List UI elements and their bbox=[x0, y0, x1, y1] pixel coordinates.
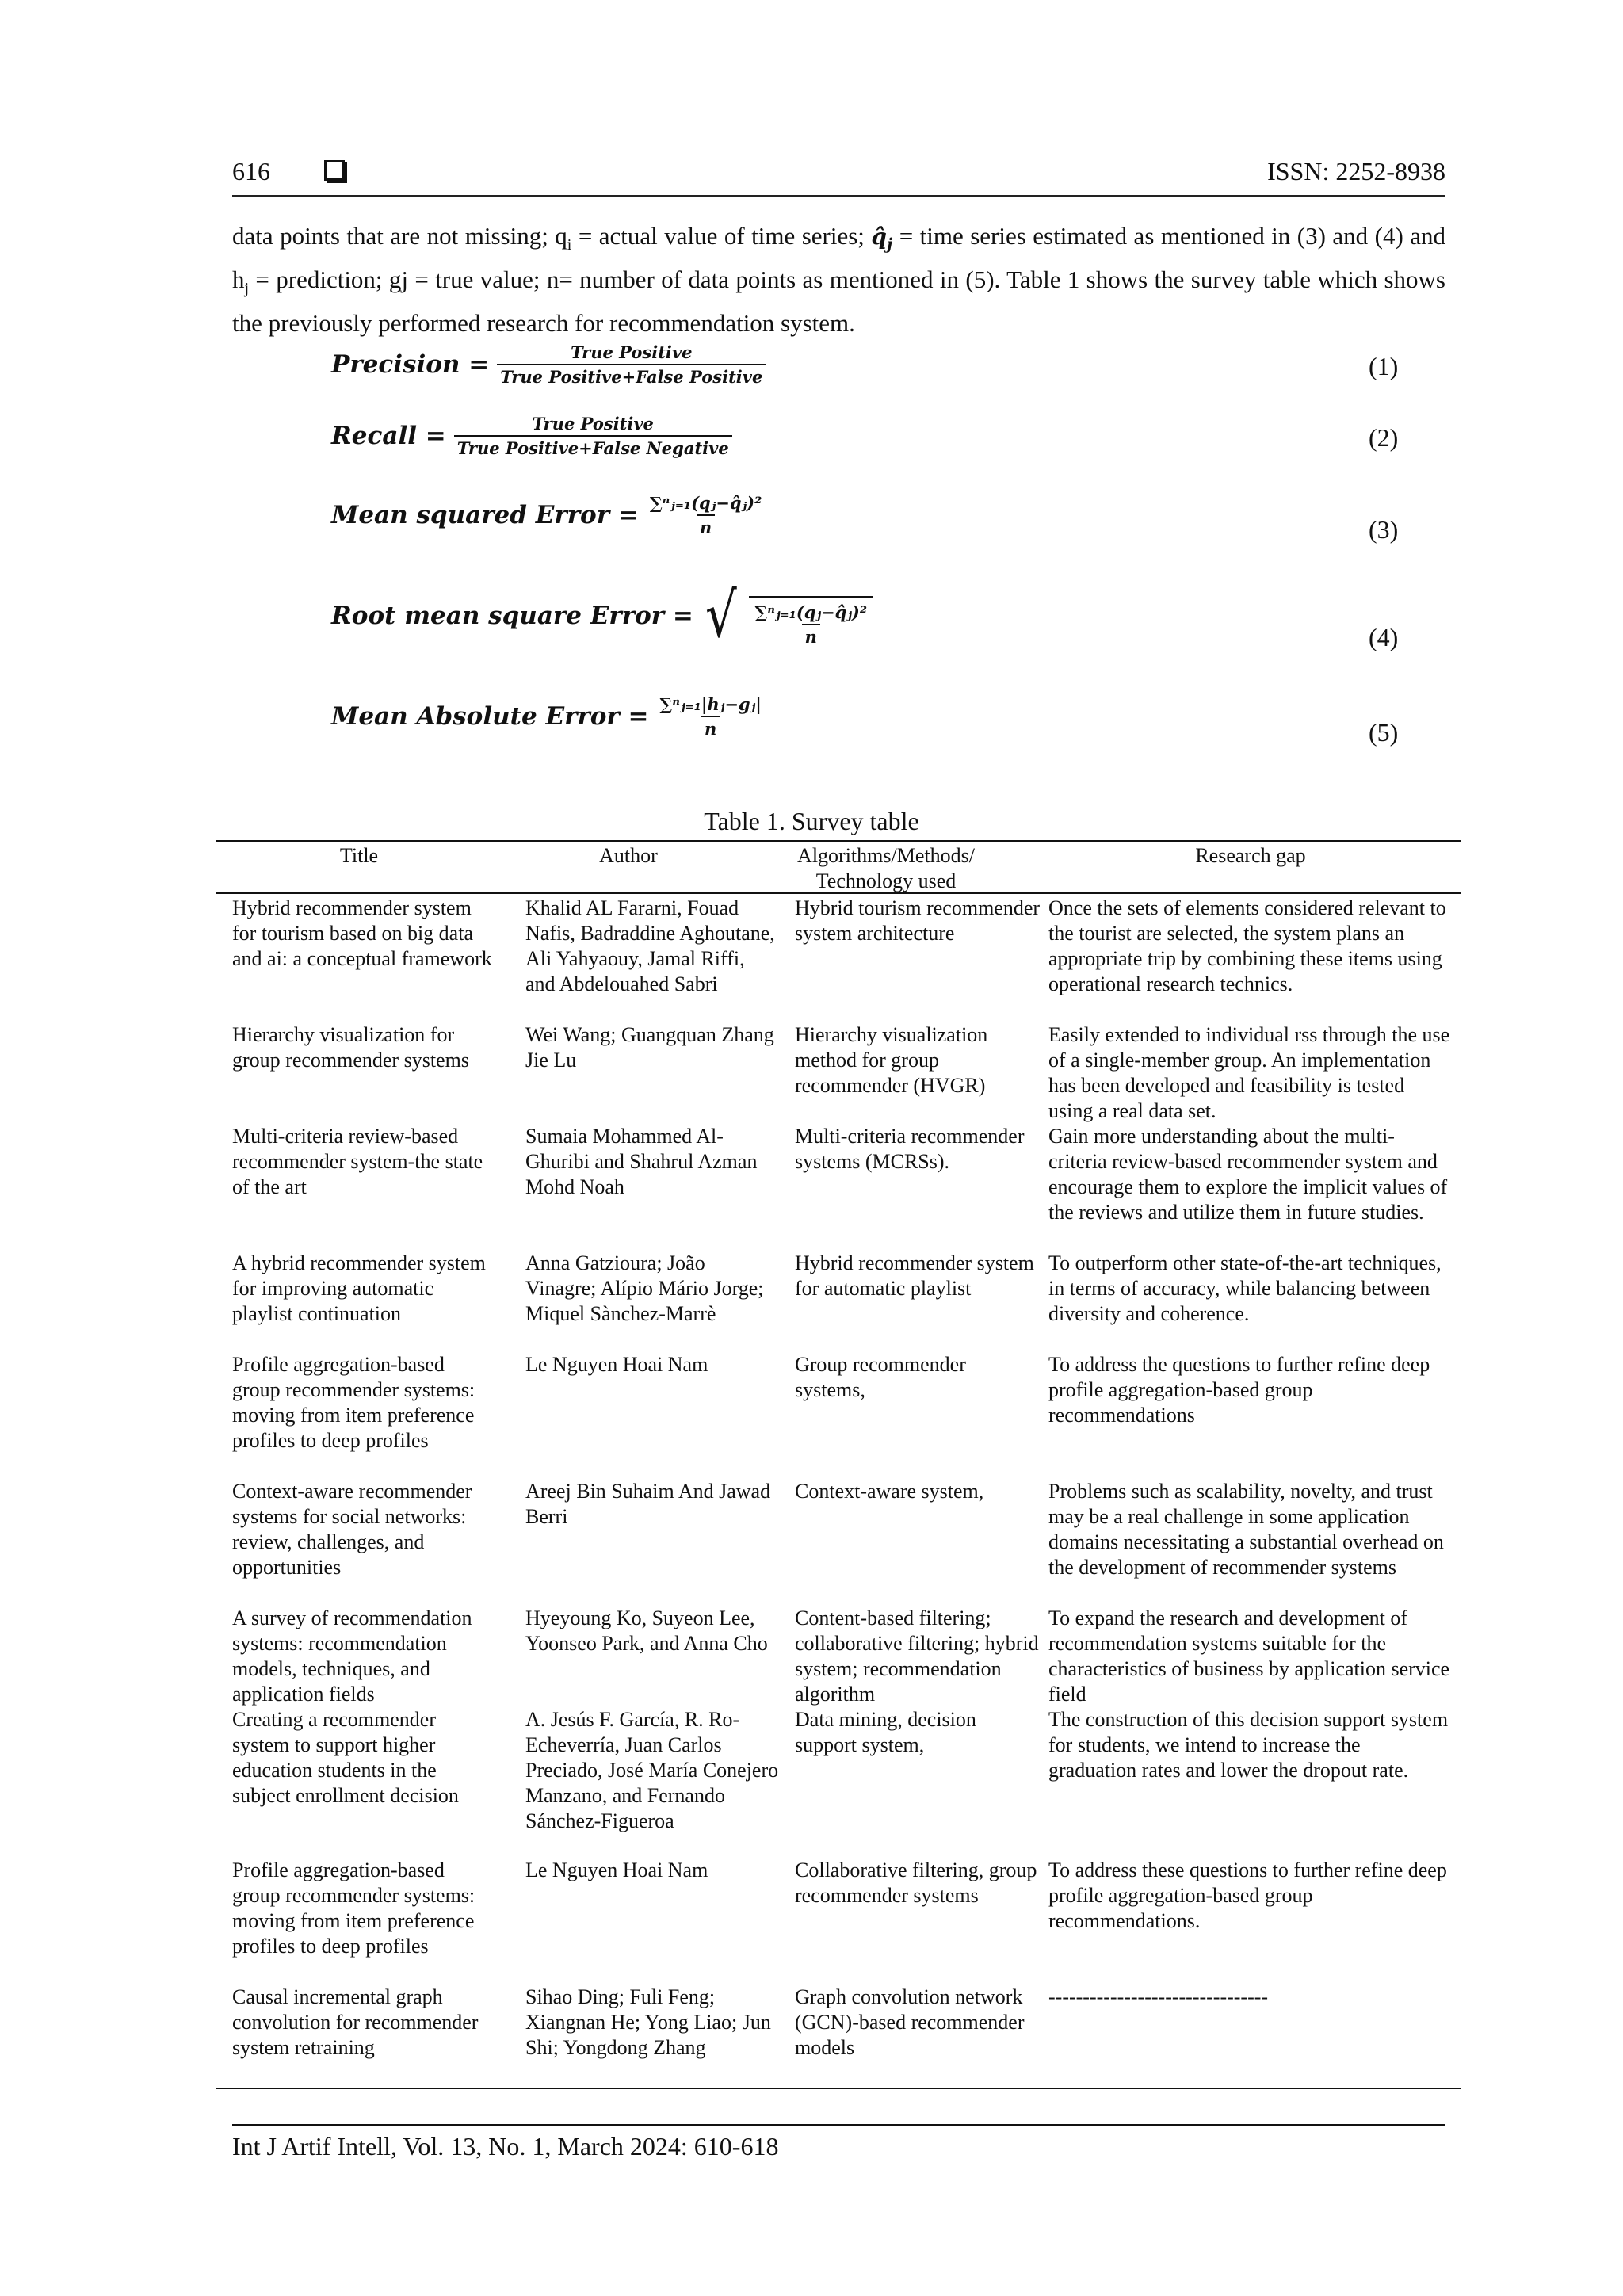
equation-mse bbox=[331, 493, 765, 537]
equation-recall bbox=[331, 414, 732, 458]
cell-gap: Once the sets of elements considered relevant to the tourist are selected, the system plans an appropriate trip by combining these items using operational research technics. bbox=[1048, 896, 1446, 995]
table-header-rule bbox=[216, 892, 1461, 894]
equation-numerator: True Positive bbox=[571, 342, 693, 362]
cell-author: A. Jesús F. García, R. Ro-Echeverría, Juan Carlos Preciado, José María Conejero Manzano, and Fernando Sánchez-Figueroa bbox=[525, 1708, 779, 1832]
equation-number: (5) bbox=[1369, 718, 1399, 747]
table-title: Table 1. Survey table bbox=[704, 807, 919, 835]
cell-method: Hierarchy visualization method for group recommender (HVGR) bbox=[795, 1023, 988, 1097]
cell-author: Le Nguyen Hoai Nam bbox=[525, 1859, 708, 1881]
cell-method: Hybrid recommender system for automatic playlist bbox=[795, 1251, 1034, 1300]
cell-gap: To address the questions to further refine deep profile aggregation-based group recommendations bbox=[1048, 1353, 1430, 1427]
equation-number: (1) bbox=[1369, 352, 1399, 380]
equation-numerator: True Positive bbox=[532, 414, 654, 434]
cell-title: Creating a recommender system to support higher education students in the subject enrollment decision bbox=[232, 1708, 459, 1807]
column-header-gap: Research gap bbox=[1195, 844, 1306, 867]
equation-denominator: True Positive+False Negative bbox=[454, 435, 732, 458]
equation-lhs: Recall = bbox=[331, 422, 446, 450]
cell-title: A survey of recommendation systems: recommendation models, techniques, and application fields bbox=[232, 1606, 472, 1706]
equation-number: (3) bbox=[1369, 515, 1399, 544]
cell-title: Hierarchy visualization for group recommender systems bbox=[232, 1023, 469, 1072]
cell-method: Data mining, decision support system, bbox=[795, 1708, 976, 1756]
cell-author: Wei Wang; Guangquan Zhang Jie Lu bbox=[525, 1023, 774, 1072]
equation-precision bbox=[331, 342, 766, 387]
issn: ISSN: 2252-8938 bbox=[1267, 157, 1445, 185]
cell-title: Context-aware recommender systems for social networks: review, challenges, and opportunities bbox=[232, 1480, 472, 1579]
equation-denominator: n bbox=[697, 514, 715, 537]
cell-method: Collaborative filtering, group recommender systems bbox=[795, 1859, 1037, 1907]
cell-author: Areej Bin Suhaim And Jawad Berri bbox=[525, 1480, 771, 1528]
cell-author: Le Nguyen Hoai Nam bbox=[525, 1353, 708, 1376]
equation-fraction bbox=[749, 596, 874, 647]
cell-method: Content-based filtering; collaborative filtering; hybrid system; recommendation algorithm bbox=[795, 1606, 1039, 1706]
cell-title: Profile aggregation-based group recommender systems: moving from item preference profiles to deep profiles bbox=[232, 1353, 475, 1452]
cell-author: Hyeyoung Ko, Suyeon Lee, Yoonseo Park, and Anna Cho bbox=[525, 1606, 768, 1655]
table-top-rule bbox=[216, 840, 1461, 842]
equation-lhs: Mean Absolute Error = bbox=[331, 702, 649, 731]
cell-title: A hybrid recommender system for improving automatic playlist continuation bbox=[232, 1251, 486, 1325]
intro-text-3: = time series estimated as mentioned in (3) and (4) and h bbox=[232, 222, 1446, 294]
cell-method: Multi-criteria recommender systems (MCRSs). bbox=[795, 1125, 1025, 1173]
cell-gap: To address these questions to further refine deep profile aggregation-based group recommendations. bbox=[1048, 1859, 1447, 1932]
equation-lhs: Mean squared Error = bbox=[331, 501, 639, 529]
radical-icon: √ bbox=[705, 580, 737, 651]
equation-lhs: Precision = bbox=[331, 350, 490, 379]
cell-method: Graph convolution network (GCN)-based recommender models bbox=[795, 1985, 1025, 2059]
footer-rule bbox=[232, 2124, 1445, 2126]
equation-rmse bbox=[331, 580, 873, 651]
cell-method: Hybrid tourism recommender system architecture bbox=[795, 896, 1041, 945]
qhat-symbol bbox=[871, 223, 893, 254]
sqrt-sign bbox=[701, 580, 873, 651]
equation-denominator: True Positive+False Positive bbox=[497, 364, 766, 387]
cell-title: Hybrid recommender system for tourism based on big data and ai: a conceptual framework bbox=[232, 896, 492, 970]
page-number: 616 bbox=[232, 157, 270, 185]
intro-paragraph bbox=[232, 219, 1445, 341]
equation-denominator: n bbox=[802, 624, 820, 647]
cell-method: Group recommender systems, bbox=[795, 1353, 966, 1401]
intro-text-2: = actual value of time series; bbox=[571, 222, 872, 250]
cell-gap: The construction of this decision support system for students, we intend to increase the graduation rates and lower the dropout rate. bbox=[1048, 1708, 1449, 1782]
intro-text-1: data points that are not missing; q bbox=[232, 222, 567, 250]
intro-sub-i: i bbox=[567, 236, 572, 254]
cell-author: Anna Gatzioura; João Vinagre; Alípio Mário Jorge; Miquel Sànchez-Marrè bbox=[525, 1251, 764, 1325]
page-header bbox=[232, 155, 1445, 197]
intro-text-4: = prediction; gj = true value; n= number of data points as mentioned in (5). Table 1 shows the survey table which shows the previously performed research for recommendation system. bbox=[232, 266, 1445, 338]
equation-numerator: ∑ⁿⱼ₌₁(qⱼ−q̂ⱼ)² bbox=[649, 493, 762, 513]
equation-denominator: n bbox=[701, 716, 720, 739]
qhat-sub: j bbox=[886, 234, 893, 254]
equation-fraction bbox=[647, 493, 766, 537]
equation-fraction bbox=[454, 414, 732, 458]
cell-method: Context-aware system, bbox=[795, 1480, 984, 1503]
intro-sub-j: j bbox=[244, 280, 250, 298]
equation-number: (2) bbox=[1369, 423, 1399, 452]
cell-gap: Problems such as scalability, novelty, and trust may be a real challenge in some application domains necessitating a substantial overhead on the development of recommender systems bbox=[1048, 1480, 1444, 1579]
column-header-title: Title bbox=[339, 844, 379, 867]
equation-mae bbox=[331, 694, 765, 739]
cell-gap: Easily extended to individual rss through the use of a single-member group. An implementation has been developed and feasibility is tested using a real data set. bbox=[1048, 1023, 1450, 1122]
cell-author: Sihao Ding; Fuli Feng; Xiangnan He; Yong Liao; Jun Shi; Yongdong Zhang bbox=[525, 1985, 771, 2059]
cell-title: Multi-criteria review-based recommender system-the state of the art bbox=[232, 1125, 483, 1198]
equation-number: (4) bbox=[1369, 623, 1399, 651]
equation-numerator: ∑ⁿⱼ₌₁|hⱼ−gⱼ| bbox=[659, 694, 762, 714]
cell-gap: -------------------------------- bbox=[1048, 1985, 1269, 2008]
qhat-char: q̂ bbox=[871, 223, 887, 250]
cell-gap: To expand the research and development of recommendation systems suitable for the characteristics of business by application service field bbox=[1048, 1606, 1450, 1706]
cell-gap: To outperform other state-of-the-art techniques, in terms of accuracy, while balancing between diversity and coherence. bbox=[1048, 1251, 1442, 1325]
square-icon bbox=[324, 160, 345, 181]
equation-numerator: ∑ⁿⱼ₌₁(qⱼ−q̂ⱼ)² bbox=[754, 602, 868, 622]
cell-title: Profile aggregation-based group recommender systems: moving from item preference profiles to deep profiles bbox=[232, 1859, 475, 1958]
table-bottom-rule bbox=[216, 2088, 1461, 2089]
cell-title: Causal incremental graph convolution for recommender system retraining bbox=[232, 1985, 479, 2059]
column-header-method: Algorithms/Methods/ Technology used bbox=[797, 844, 975, 892]
cell-author: Khalid AL Fararni, Fouad Nafis, Badraddine Aghoutane, Ali Yahyaouy, Jamal Riffi, and Abdelouahed Sabri bbox=[525, 896, 775, 995]
cell-author: Sumaia Mohammed Al-Ghuribi and Shahrul Azman Mohd Noah bbox=[525, 1125, 758, 1198]
equation-lhs: Root mean square Error = bbox=[331, 602, 693, 630]
column-header-author: Author bbox=[599, 844, 658, 867]
page-footer: Int J Artif Intell, Vol. 13, No. 1, March 2024: 610-618 bbox=[232, 2132, 779, 2160]
equation-fraction bbox=[657, 694, 765, 739]
cell-gap: Gain more understanding about the multi-criteria review-based recommender system and encourage them to explore the implicit values of the reviews and utilize them in future studies. bbox=[1048, 1125, 1448, 1224]
equation-fraction bbox=[497, 342, 766, 387]
